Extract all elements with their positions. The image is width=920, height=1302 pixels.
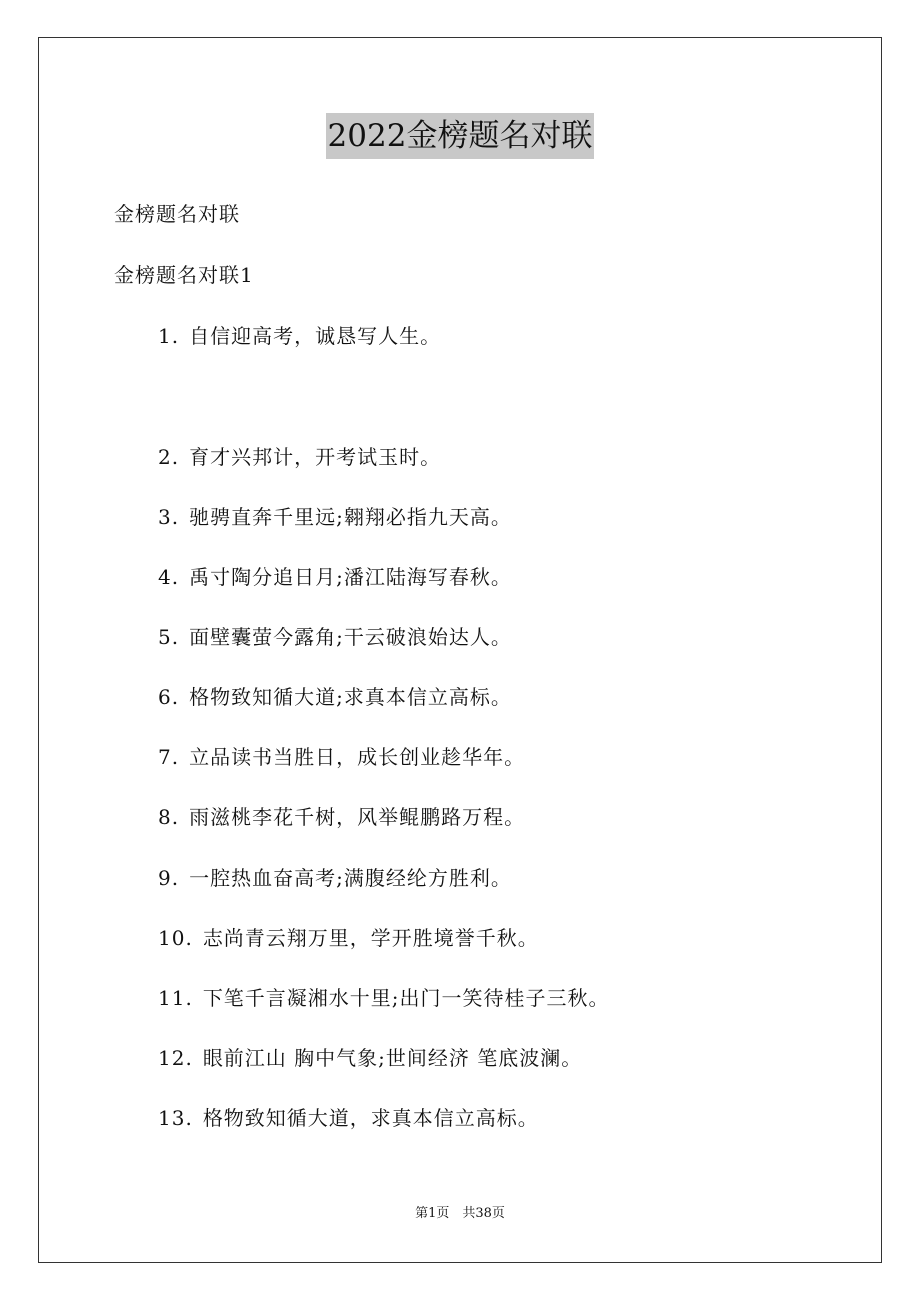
- list-item: [158, 743, 525, 771]
- list-item: [158, 864, 512, 892]
- item-number: 11.: [158, 986, 193, 1010]
- item-text: 格物致知循大道，求真本信立高标。: [202, 1106, 539, 1130]
- item-number: 13.: [158, 1106, 193, 1130]
- item-number: 6.: [158, 685, 180, 709]
- item-text: 下笔千言凝湘水十里;出门一笑待桂子三秋。: [202, 986, 610, 1010]
- document-title: 2022金榜题名对联: [326, 113, 595, 159]
- item-number: 5.: [158, 625, 180, 649]
- section-heading: 金榜题名对联: [114, 202, 240, 226]
- item-number: 9.: [158, 866, 180, 890]
- list-item: [158, 322, 441, 350]
- item-text: 育才兴邦计，开考试玉时。: [189, 445, 442, 469]
- list-item: [158, 563, 512, 591]
- item-text: 志尚青云翔万里，学开胜境誉千秋。: [202, 926, 539, 950]
- item-number: 1.: [158, 324, 180, 348]
- list-item: [158, 623, 512, 651]
- item-text: 眼前江山 胸中气象;世间经济 笔底波澜。: [202, 1046, 583, 1070]
- item-text: 一腔热血奋高考;满腹经纶方胜利。: [189, 866, 512, 890]
- list-item: [158, 683, 512, 711]
- list-item: [158, 503, 512, 531]
- list-item: [158, 803, 525, 831]
- list-item: [158, 1104, 539, 1132]
- list-item: [158, 1044, 582, 1072]
- item-number: 3.: [158, 505, 180, 529]
- list-item: [158, 443, 441, 471]
- list-item: [158, 924, 539, 952]
- item-text: 自信迎高考，诚恳写人生。: [189, 324, 442, 348]
- item-number: 7.: [158, 745, 180, 769]
- item-number: 2.: [158, 445, 180, 469]
- item-number: 4.: [158, 565, 180, 589]
- item-text: 面壁囊萤今露角;干云破浪始达人。: [189, 625, 512, 649]
- item-text: 立品读书当胜日，成长创业趁华年。: [189, 745, 526, 769]
- item-text: 雨滋桃李花千树，风举鲲鹏路万程。: [189, 805, 526, 829]
- item-number: 12.: [158, 1046, 193, 1070]
- item-text: 禹寸陶分追日月;潘江陆海写春秋。: [189, 565, 512, 589]
- item-number: 10.: [158, 926, 193, 950]
- page-footer: 第1页 共38页: [415, 1206, 505, 1221]
- item-number: 8.: [158, 805, 180, 829]
- list-item: [158, 984, 610, 1012]
- title-container: [0, 113, 920, 159]
- item-text: 驰骋直奔千里远;翱翔必指九天高。: [189, 505, 512, 529]
- item-text: 格物致知循大道;求真本信立高标。: [189, 685, 512, 709]
- section-subheading: 金榜题名对联1: [114, 263, 254, 287]
